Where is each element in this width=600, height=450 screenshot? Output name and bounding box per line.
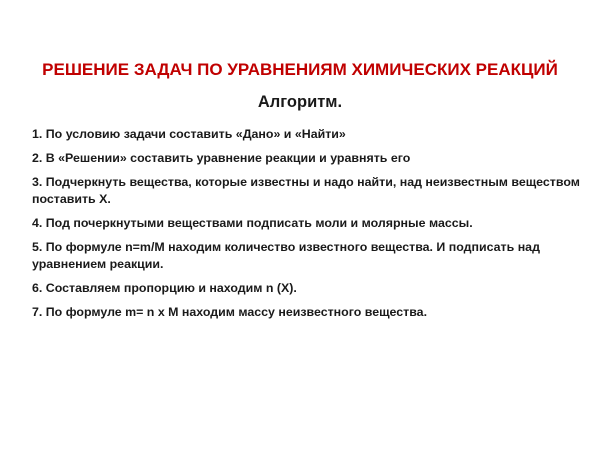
slide-subtitle: Алгоритм. — [257, 93, 343, 111]
step-item: 7. По формуле m= n x M находим массу неизвестного вещества. — [32, 305, 428, 319]
step-item: 6. Составляем пропорцию и находим n (Х). — [32, 281, 297, 295]
step-item: 1. По условию задачи составить «Дано» и «Найти» — [32, 127, 346, 141]
step-item: 4. Под почеркнутыми веществами подписать моли и молярные массы. — [32, 216, 473, 230]
algorithm-steps-list — [32, 126, 582, 328]
step-item: 3. Подчеркнуть вещества, которые известны и надо найти, над неизвестным веществом поставить Х. — [32, 175, 580, 206]
slide-title: РЕШЕНИЕ ЗАДАЧ ПО УРАВНЕНИЯМ ХИМИЧЕСКИХ РЕАКЦИЙ — [42, 60, 558, 79]
step-item: 5. По формуле n=m/M находим количество известного вещества. И подписать над уравнением реакции. — [32, 240, 540, 271]
step-item: 2. В «Решении» составить уравнение реакции и уравнять его — [32, 151, 411, 165]
